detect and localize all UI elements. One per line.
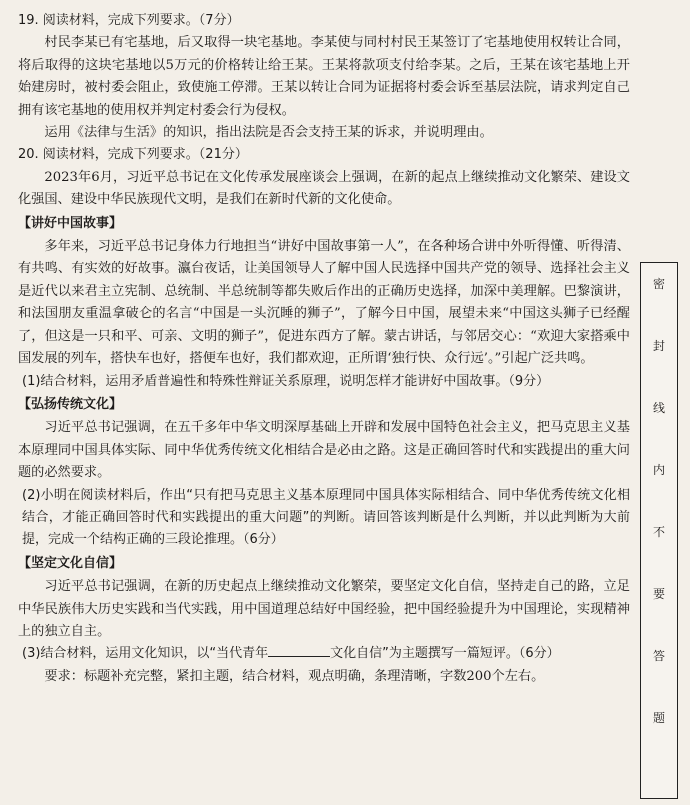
margin-char: 线: [652, 401, 665, 415]
section-heading-culture: 【弘扬传统文化】: [18, 396, 123, 412]
q20-intro: 2023年6月，习近平总书记在文化传承发展座谈会上强调，在新的起点上继续推动文化繁荣、建设文化强国、建设中华民族现代文明，是我们在新时代新的文化使命。: [18, 169, 630, 208]
section-text-stories: 多年来，习近平总书记身体力行地担当“讲好中国故事第一人”，在各种场合讲中外听得懂、听得清、有共鸣、有实效的好故事。瀛台夜话，让美国领导人了解中国人民选择中国共产党的领导、选择社会主义是近代以来君主立宪制、总统制、半总统制等都失败后作出的正确历史选择，加深中美理解。巴黎演讲，和法国朋友重温拿破仑的名言“中国是一头沉睡的狮子”，了解今日中国，展望未来“中国这头狮子已经醒了，但这是一只和平、可亲、文明的狮子”，促进东西方了解。蒙古讲话，与邻居交心：“欢迎大家搭乘中国发展的列车，搭快车也好，搭便车也好，我们都欢迎，正所谓‘独行快、众行远’。”引起广泛共鸣。: [18, 239, 630, 367]
margin-char: 内: [652, 463, 665, 477]
subquestion-3: [18, 643, 630, 665]
subquestion-1: (1)结合材料，运用矛盾普遍性和特殊性辩证关系原理，说明怎样才能讲好中国故事。（9分）: [22, 373, 550, 389]
subquestion-3-pre: (3)结合材料，运用文化知识，以“当代青年: [22, 646, 269, 662]
q19-question: 运用《法律与生活》的知识，指出法院是否会支持王某的诉求，并说明理由。: [44, 125, 493, 141]
section-heading-confidence: 【坚定文化自信】: [18, 555, 123, 571]
section-heading-stories: 【讲好中国故事】: [18, 215, 123, 231]
exam-content: [18, 10, 630, 688]
seal-line-margin: [640, 262, 678, 799]
answer-blank: [268, 644, 330, 657]
subquestion-2: (2)小明在阅读材料后，作出“只有把马克思主义基本原理同中国具体实际相结合、同中华优秀传统文化相结合，才能正确回答时代和实践提出的重大问题”的判断。请回答该判断是什么判断，并以此判断为大前提，完成一个结构正确的三段论推理。（6分）: [22, 487, 630, 548]
margin-char: 答: [652, 649, 665, 663]
writing-requirements: 要求：标题补充完整，紧扣主题，结合材料，观点明确，条理清晰，字数200个左右。: [44, 668, 545, 684]
section-text-confidence: 习近平总书记强调，在新的历史起点上继续推动文化繁荣，要坚定文化自信，坚持走自己的路，立足中华民族伟大历史实践和当代实践，用中国道理总结好中国经验，把中国经验提升为中国理论，实现精神上的独立自主。: [18, 579, 630, 639]
margin-char: 要: [652, 587, 665, 601]
q19-title: 19. 阅读材料，完成下列要求。（7分）: [18, 13, 240, 28]
section-text-culture: 习近平总书记强调，在五千多年中华文明深厚基础上开辟和发展中国特色社会主义，把马克思主义基本原理同中国具体实际、同中华优秀传统文化相结合是必由之路。这是正确回答时代和实践提出的重大问题的必然要求。: [18, 420, 630, 481]
margin-char: 不: [652, 525, 665, 539]
margin-char: 封: [652, 339, 665, 353]
margin-char: 题: [652, 711, 665, 725]
margin-char: 密: [652, 277, 665, 291]
q20-title: 20. 阅读材料，完成下列要求。（21分）: [18, 147, 248, 163]
q19-material: 村民李某已有宅基地，后又取得一块宅基地。李某使与同村村民王某签订了宅基地使用权转让合同，将后取得的这块宅基地以5万元的价格转让给王某。王某将款项支付给李某。之后，王某在该宅基地上开始建房时，被村委会阻止，致使施工停滞。王某以转让合同为证据将村委会诉至基层法院，请求判定自己拥有该宅基地的使用权并判定村委会行为侵权。: [18, 35, 630, 118]
subquestion-3-post: 文化自信”为主题撰写一篇短评。（6分）: [330, 646, 560, 662]
